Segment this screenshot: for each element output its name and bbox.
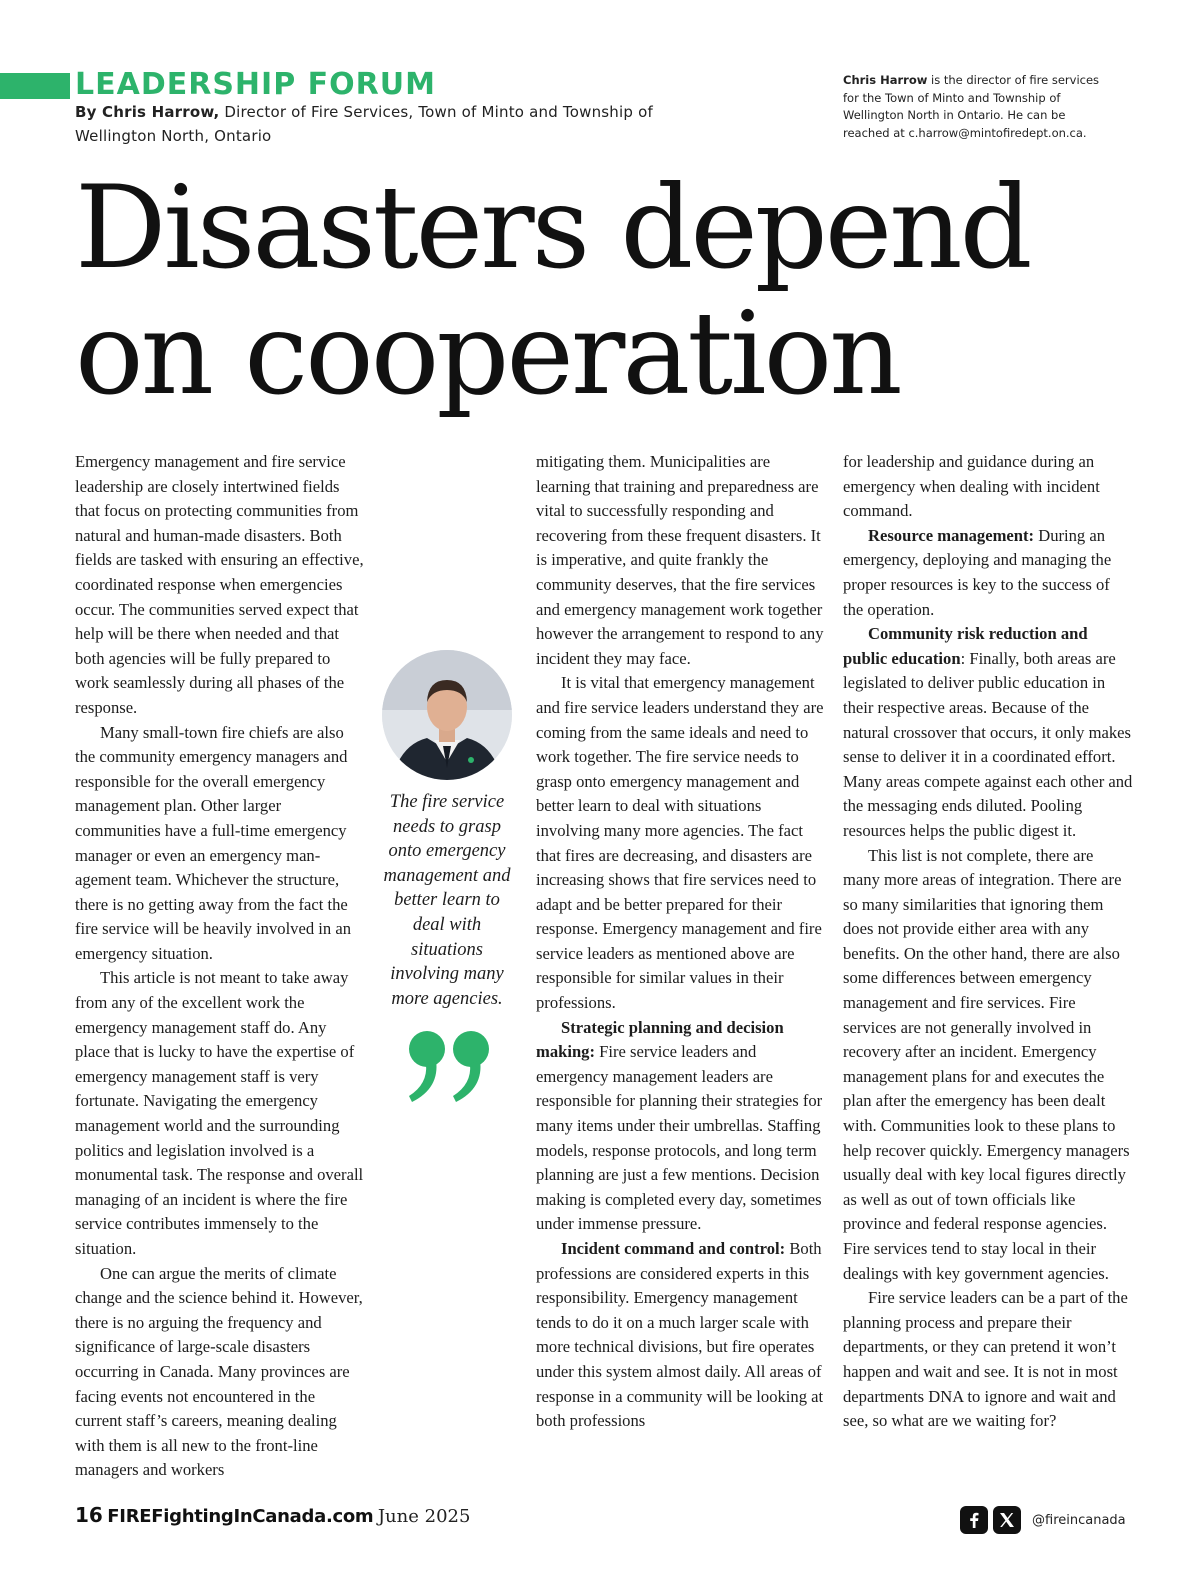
paragraph	[536, 1237, 826, 1434]
body-column-3	[843, 450, 1133, 1434]
bio-name: Chris Harrow	[843, 73, 928, 87]
paragraph: Many small-town fire chiefs are also the community emergency managers and responsible for the overall emergency management plan. Other larger communities have a full-time emergency manager or even an emergency management team. Whichever the structure, there is no getting away from the fact the fire service will be heavily involved in an emergency situation.	[75, 722, 352, 963]
paragraph-text: During an emergency, deploying and managing the proper resources is key to the success of the operation.	[843, 525, 1112, 619]
body-column-1	[75, 450, 365, 1483]
subhead: Incident command and control:	[561, 1239, 786, 1258]
paragraph	[843, 622, 1133, 843]
website-link[interactable]: FIREFightingInCanada.com	[107, 1506, 374, 1527]
pull-quote: The fire service needs to grasp onto emergency management and better learn to deal with situations involving many more agencies.	[383, 792, 511, 1009]
paragraph	[843, 524, 1133, 622]
page-footer	[75, 1503, 470, 1527]
bio-text: is the director of fire services for the Town of Minto and Township of Wellington North in Ontario. He can be reached at c.harrow@mintofiredept.on.ca.	[843, 73, 1100, 140]
social-links	[960, 1505, 1126, 1535]
paragraph: Emergency management and fire service leadership are closely intertwined fields that focus on protecting communities from natural and human-made disasters. Both fields are tasked with ensuring an effective, coordinated response when emergencies occur. The communities served expect that help will be there when needed and that both agencies will be fully prepared to work seamlessly during all phases of the response.	[75, 452, 364, 717]
x-icon[interactable]	[993, 1506, 1021, 1534]
paragraph: This article is not meant to take away from any of the excellent work the emergency management staff do. Any place that is lucky to have the expertise of emergency management staff is very fortunate. Navigating the emergency management world and the surrounding politics and legislation involved is a monumental task. The response and overall managing of an incident is where the fire service contributes immensely to the situation.	[75, 968, 364, 1258]
facebook-icon[interactable]	[960, 1506, 988, 1534]
paragraph: Fire service leaders can be a part of the planning process and prepare their departments, or they can pretend it won’t happen and wait and see. It is not in most departments DNA to ignore and wait and see, so what are we waiting for?	[843, 1288, 1128, 1431]
byline-author: By Chris Harrow,	[75, 103, 220, 121]
social-handle[interactable]: @fireincanada	[1032, 1512, 1126, 1528]
paragraph-text: Both professions are considered experts in this responsibility. Emergency management tends to do it on a much larger scale with more technical divisions, but fire operates under this system almost daily. All areas of response in a community will be looking at both professions	[536, 1239, 824, 1431]
subhead: Community risk reduction and public education	[843, 624, 1088, 668]
author-portrait-illustration	[382, 650, 512, 780]
paragraph-text: Fire service leaders and emergency management leaders are responsible for planning their strategies for many items under their umbrellas. Staffing models, response protocols, and long term planning are just a few mentions. Decision making is completed every day, sometimes under immense pressure.	[536, 1042, 823, 1234]
subhead: Strategic planning and decision making:	[536, 1017, 784, 1062]
paragraph: This list is not complete, there are many more areas of integration. There are so many similarities that ignoring them does not provide either area with any benefits. On the other hand, there are also some differences between emergency management and fire services. Fire services are not generally involved in recovery after an incident. Emergency management plans for and executes the plan after the emergency has been dealt with. Communities look to these plans to help recover quickly. Emergency managers usually deal with key local figures directly as well as out of town officials like province and federal response agencies. Fire services tend to stay local in their dealings with key government agencies.	[843, 845, 1130, 1283]
body-column-2	[536, 450, 826, 1434]
paragraph: for leadership and guidance during an emergency when dealing with incident command.	[843, 452, 1100, 521]
paragraph: mitigating them. Municipalities are learning that training and preparedness are vital to successfully responding and recovering from these frequent disasters. It is imperative, and quite frankly the community deserves, that the fire services and emergency management work together however the arrangement to respond to any incident they may face.	[536, 452, 824, 668]
byline	[75, 100, 695, 148]
section-title: LEADERSHIP FORUM	[75, 67, 436, 102]
author-portrait	[382, 650, 512, 780]
section-accent-bar	[0, 73, 70, 99]
paragraph	[536, 1016, 826, 1237]
article-headline: Disasters depend on cooperation	[75, 161, 1030, 420]
paragraph: One can argue the merits of climate change and the science behind it. However, there is no arguing the frequency and significance of large-scale disasters occurring in Canada. Many provinces are facing events not encountered in the current staff’s careers, meaning dealing with them is all new to the front-line managers and workers	[75, 1263, 363, 1480]
subhead: Resource management:	[868, 525, 1035, 545]
author-bio	[843, 72, 1113, 142]
quotation-mark-icon	[400, 1022, 500, 1112]
paragraph-text: : Finally, both areas are legislated to deliver public education in their respective areas. Because of the natural crossover that occurs, it only makes sense to deliver it in a coordinated effort. Many areas compete against each other and the messaging ends diluted. Pooling resources helps the public digest it.	[843, 648, 1133, 840]
byline-role: Director of Fire Services, Town of Minto and Township of Wellington North, Ontario	[75, 103, 653, 145]
page-number: 16	[75, 1503, 103, 1527]
paragraph: It is vital that emergency management and fire service leaders understand they are coming from the same ideals and need to work together. The fire service needs to grasp onto emergency management and better learn to deal with situations involving many more agencies. The fact that fires are decreasing, and disasters are increasing shows that fire services need to adapt and be better prepared for their response. Emergency management and fire service leaders as mentioned above are responsible for similar values in their professions.	[536, 673, 824, 1013]
issue-date: June 2025	[377, 1506, 471, 1527]
